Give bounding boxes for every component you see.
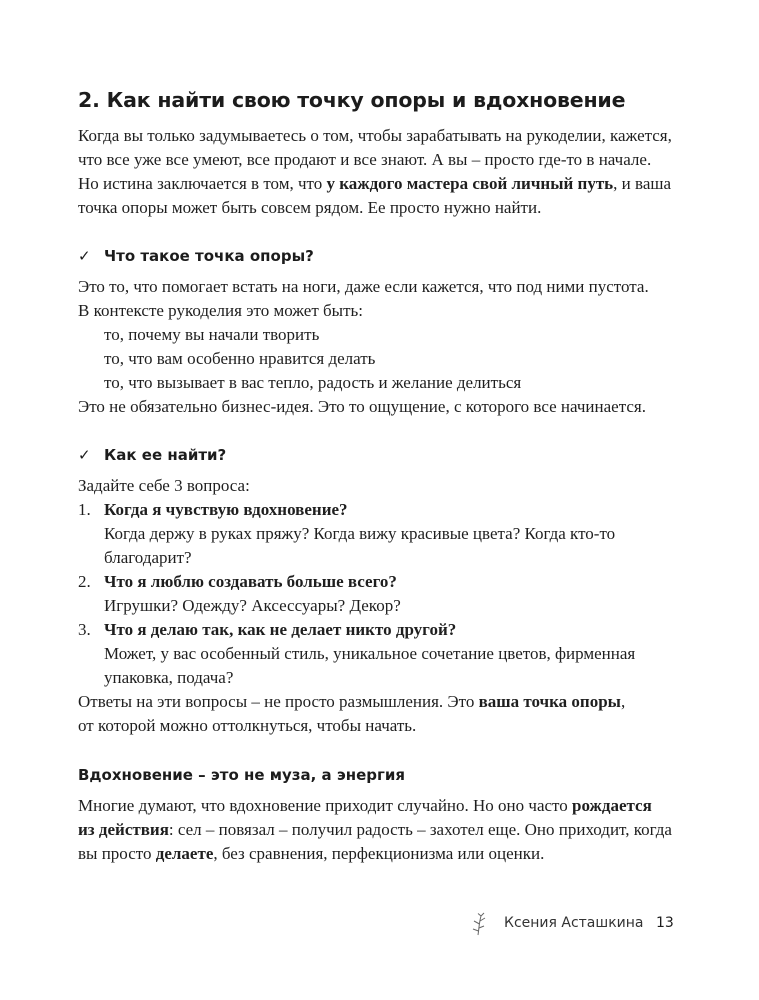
answer-1-line-1: Когда держу в руках пряжу? Когда вижу красивые цвета? Когда кто-то (104, 524, 616, 543)
intro-line-4: точка опоры может быть совсем рядом. Ее просто нужно найти. (78, 198, 542, 217)
what-is-body (78, 275, 682, 419)
checkmark-icon: ✓ (78, 446, 91, 464)
outro-emphasis: ваша точка опоры (478, 692, 621, 711)
how-find-lead: Задайте себе 3 вопроса: (78, 476, 250, 495)
how-find-outro-1: Ответы на эти вопросы – не просто размышления. Это ваша точка опоры, (78, 692, 626, 711)
section-title: 2. Как найти свою точку опоры и вдохновение (78, 88, 626, 112)
inspiration-line-1: Многие думают, что вдохновение приходит случайно. Но оно часто рождается (78, 796, 652, 815)
list-item: то, что вызывает в вас тепло, радость и желание делиться (104, 373, 522, 392)
how-find-outro-2: от которой можно оттолкнуться, чтобы начать. (78, 716, 417, 735)
intro-line-3: Но истина заключается в том, что у каждого мастера свой личный путь, и ваша (78, 174, 672, 193)
list-item: то, что вам особенно нравится делать (104, 349, 376, 368)
intro-paragraph (78, 124, 682, 220)
page-footer (470, 912, 680, 936)
question-2: 2. Что я люблю создавать больше всего? (78, 572, 397, 591)
author-name: Ксения Асташкина (504, 915, 644, 931)
answer-3-line-1: Может, у вас особенный стиль, уникальное сочетание цветов, фирменная (104, 644, 636, 663)
inspiration-line-2: из действия: сел – повязал – получил радость – захотел еще. Оно приходит, когда (78, 820, 672, 839)
what-is-line-3: Это не обязательно бизнес-идея. Это то ощущение, с которого все начинается. (78, 397, 646, 416)
inspiration-heading: Вдохновение – это не муза, а энергия (78, 766, 406, 784)
answer-2-line-1: Игрушки? Одежду? Аксессуары? Декор? (104, 596, 401, 615)
what-is-line-2: В контексте рукоделия это может быть: (78, 301, 363, 320)
sprig-icon (470, 912, 488, 936)
intro-line-2: что все уже все умеют, все продают и все знают. А вы – просто где-то в начале. (78, 150, 652, 169)
list-item: то, почему вы начали творить (104, 325, 320, 344)
question-3: 3. Что я делаю так, как не делает никто другой? (78, 620, 457, 639)
answer-1-line-2: благодарит? (104, 548, 192, 567)
page-number: 13 (656, 915, 674, 931)
intro-emphasis: у каждого мастера свой личный путь (326, 174, 614, 193)
how-find-heading: ✓ Как ее найти? (78, 446, 227, 464)
how-find-body (78, 474, 682, 738)
what-is-heading: ✓ Что такое точка опоры? (78, 247, 314, 265)
checkmark-icon: ✓ (78, 247, 91, 265)
inspiration-line-3: вы просто делаете, без сравнения, перфекционизма или оценки. (78, 844, 545, 863)
inspiration-body (78, 794, 682, 866)
answer-3-line-2: упаковка, подача? (104, 668, 234, 687)
question-1: 1. Когда я чувствую вдохновение? (78, 500, 348, 519)
what-is-line-1: Это то, что помогает встать на ноги, даже если кажется, что под ними пустота. (78, 277, 649, 296)
intro-line-1: Когда вы только задумываетесь о том, чтобы зарабатывать на рукоделии, кажется, (78, 126, 672, 145)
